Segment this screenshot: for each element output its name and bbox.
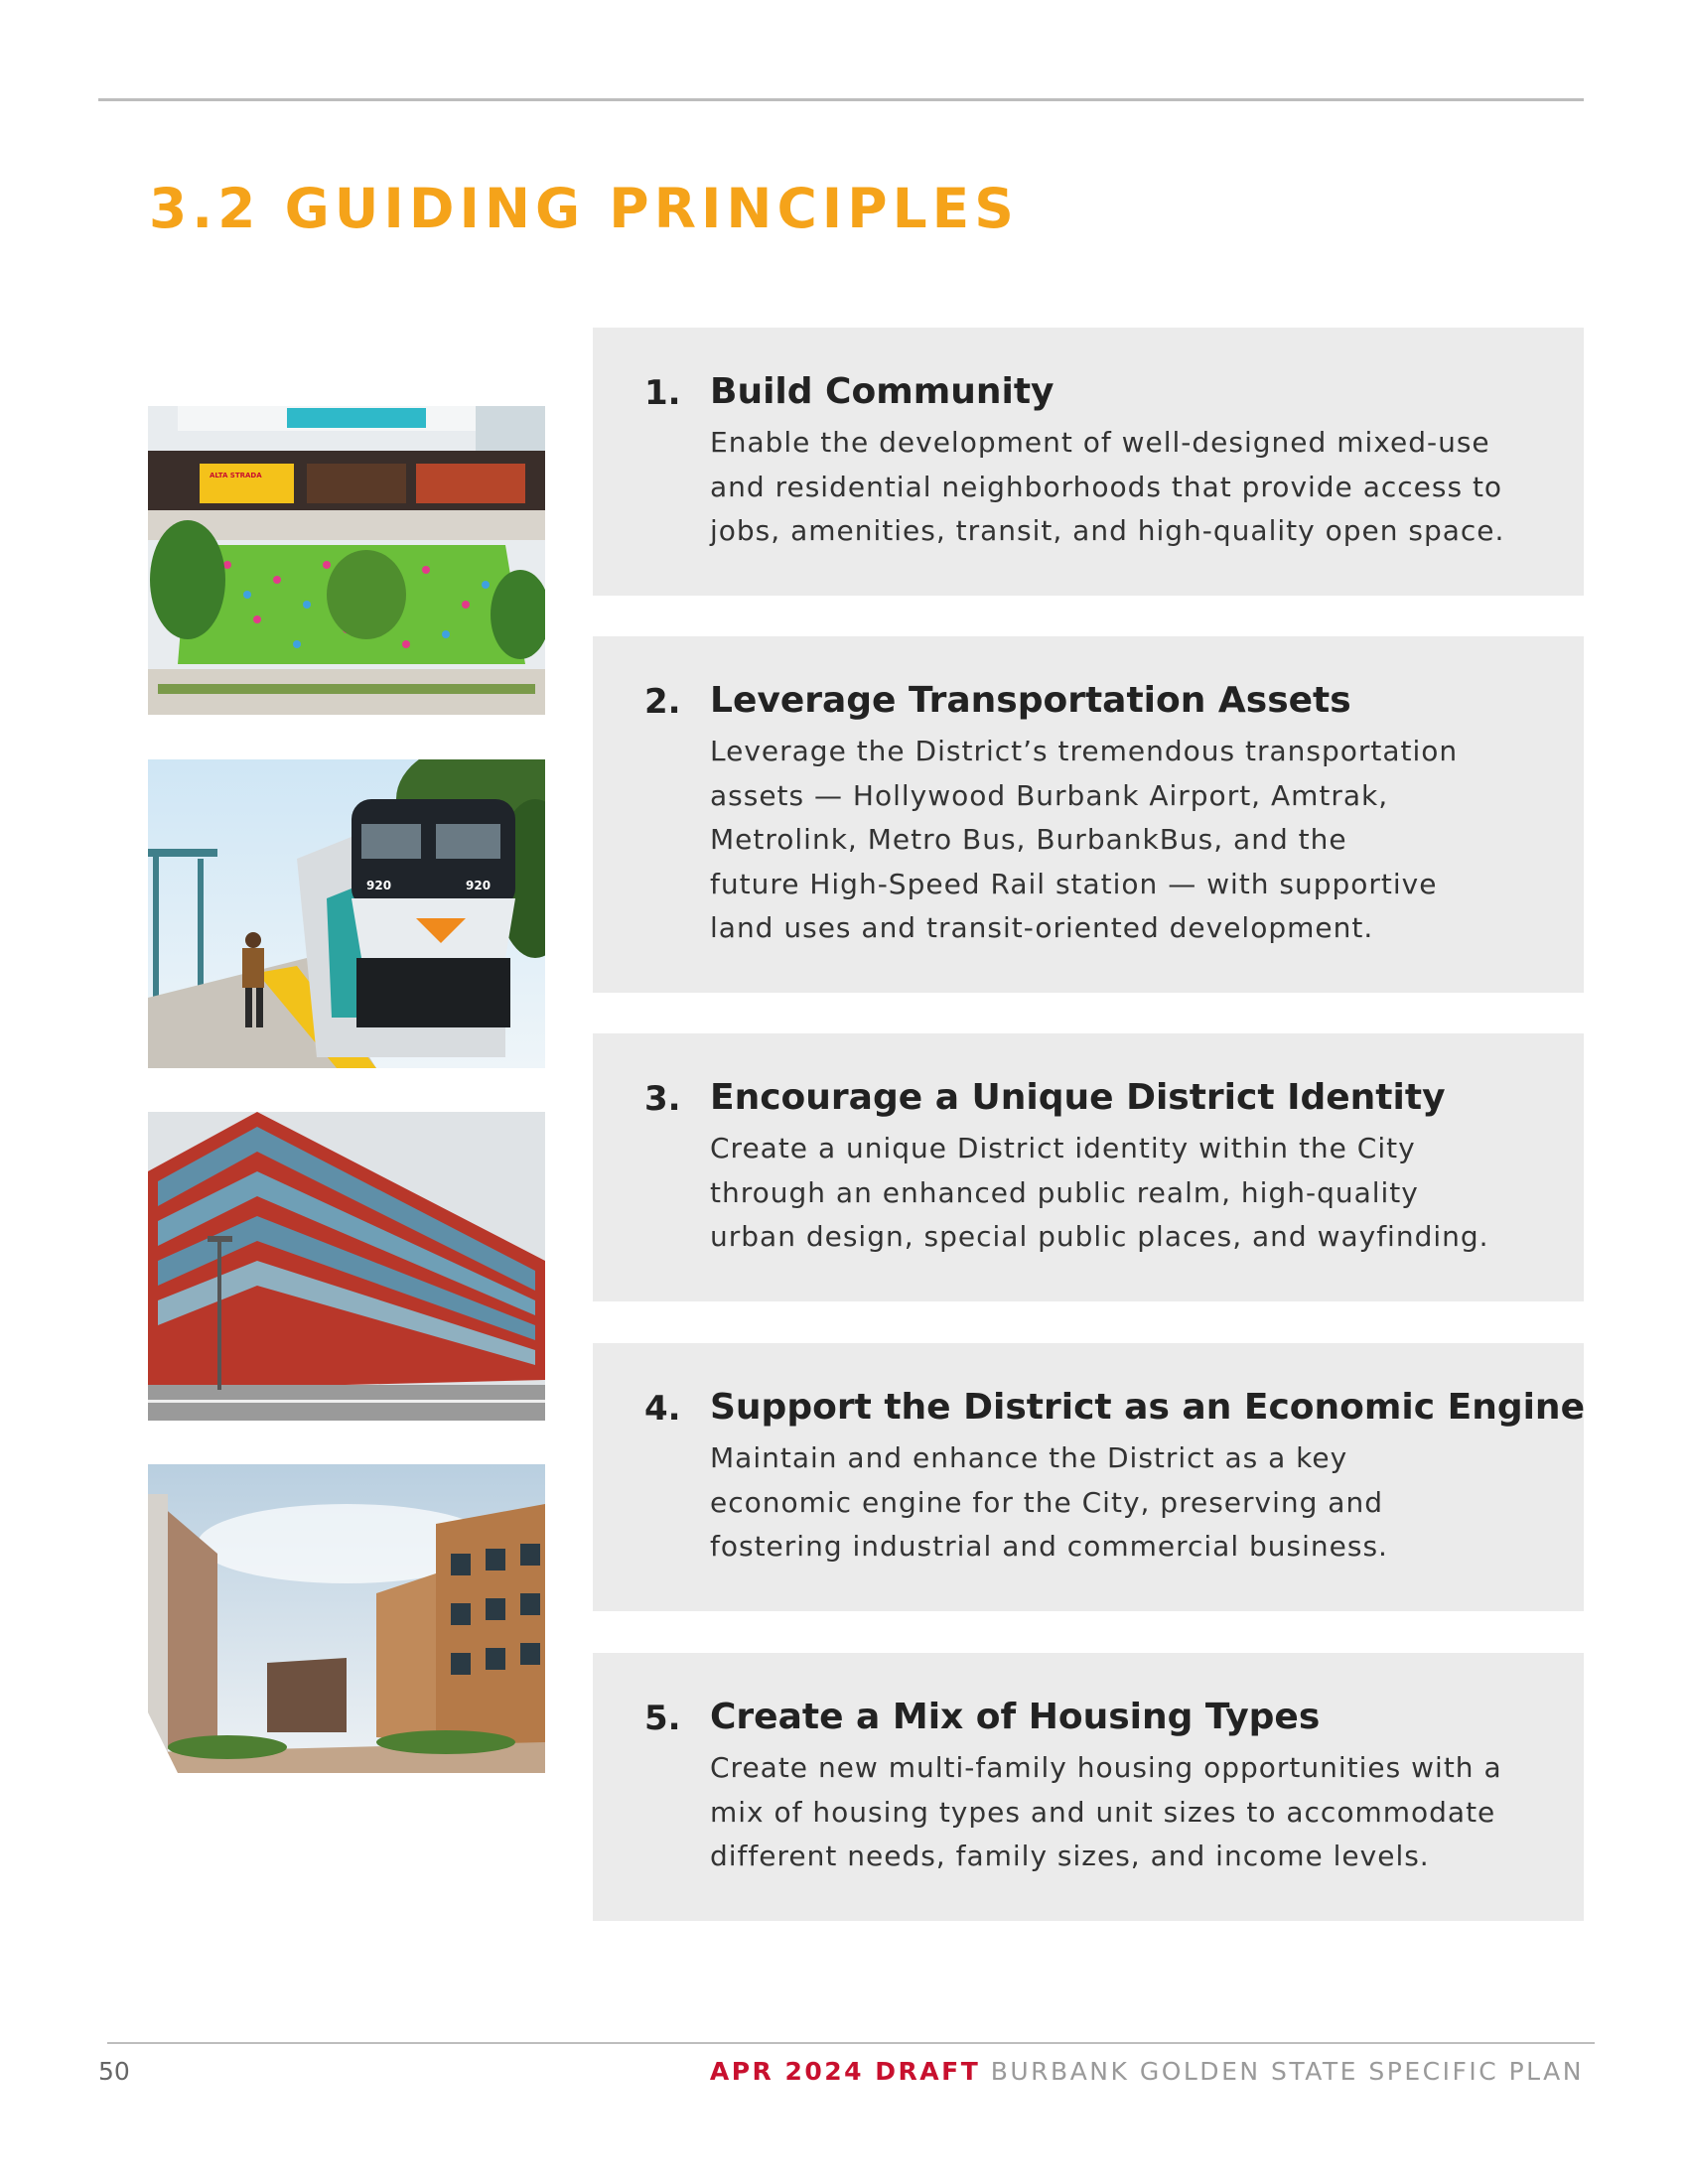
principle-title: Leverage Transportation Assets — [710, 680, 1351, 721]
principle-card-2 — [593, 636, 1584, 993]
principle-description: Enable the development of well-designed mixed-use and residential neighborhoods that provide access to jobs, amenities, transit, and high-quality open space. — [710, 426, 1505, 547]
plaza-yoga-image — [148, 406, 545, 715]
train-number-left: 920 — [366, 879, 392, 892]
mixed-use-building-image — [148, 1112, 545, 1421]
principle-number: 5. — [644, 1699, 681, 1738]
top-divider — [98, 98, 1584, 101]
principle-title: Build Community — [710, 371, 1055, 412]
residential-courtyard-photo — [148, 1464, 545, 1773]
commuter-train-photo — [148, 759, 545, 1068]
principle-number: 4. — [644, 1389, 681, 1429]
plaza-yoga-photo — [148, 406, 545, 715]
principle-card-4 — [593, 1343, 1584, 1611]
principle-number: 1. — [644, 373, 681, 413]
footer — [710, 2057, 1584, 2086]
principle-title: Support the District as an Economic Engine — [710, 1387, 1585, 1428]
principle-card-5 — [593, 1653, 1584, 1921]
page-number: 50 — [98, 2057, 130, 2086]
plaza-sign-text: ALTA STRADA — [210, 472, 262, 479]
principle-title: Encourage a Unique District Identity — [710, 1077, 1446, 1118]
footer-plan-name: BURBANK GOLDEN STATE SPECIFIC PLAN — [990, 2057, 1584, 2086]
train-number-right: 920 — [466, 879, 492, 892]
mixed-use-building-photo — [148, 1112, 545, 1421]
principle-card-1 — [593, 328, 1584, 596]
bottom-divider — [107, 2042, 1595, 2044]
page-title: 3.2 GUIDING PRINCIPLES — [149, 177, 1019, 240]
principle-card-3 — [593, 1033, 1584, 1301]
principle-number: 3. — [644, 1079, 681, 1119]
principle-description: Create new multi-family housing opportunities with a mix of housing types and unit sizes to accommodate different needs, family sizes, and income levels. — [710, 1751, 1502, 1872]
principle-title: Create a Mix of Housing Types — [710, 1697, 1321, 1737]
principle-description: Leverage the District’s tremendous transportation assets — Hollywood Burbank Airport, Amtrak, Metrolink, Metro Bus, BurbankBus, and the future High-Speed Rail station — with supportive land uses and transit-oriented development. — [710, 735, 1459, 944]
principle-description: Create a unique District identity within the City through an enhanced public realm, high-quality urban design, special public places, and wayfinding. — [710, 1132, 1489, 1253]
principle-number: 2. — [644, 682, 681, 722]
commuter-train-image — [148, 759, 545, 1068]
residential-courtyard-image — [148, 1464, 545, 1773]
footer-draft-label: APR 2024 DRAFT — [709, 2057, 981, 2086]
principle-description: Maintain and enhance the District as a key economic engine for the City, preserving and fostering industrial and commercial business. — [710, 1441, 1388, 1563]
